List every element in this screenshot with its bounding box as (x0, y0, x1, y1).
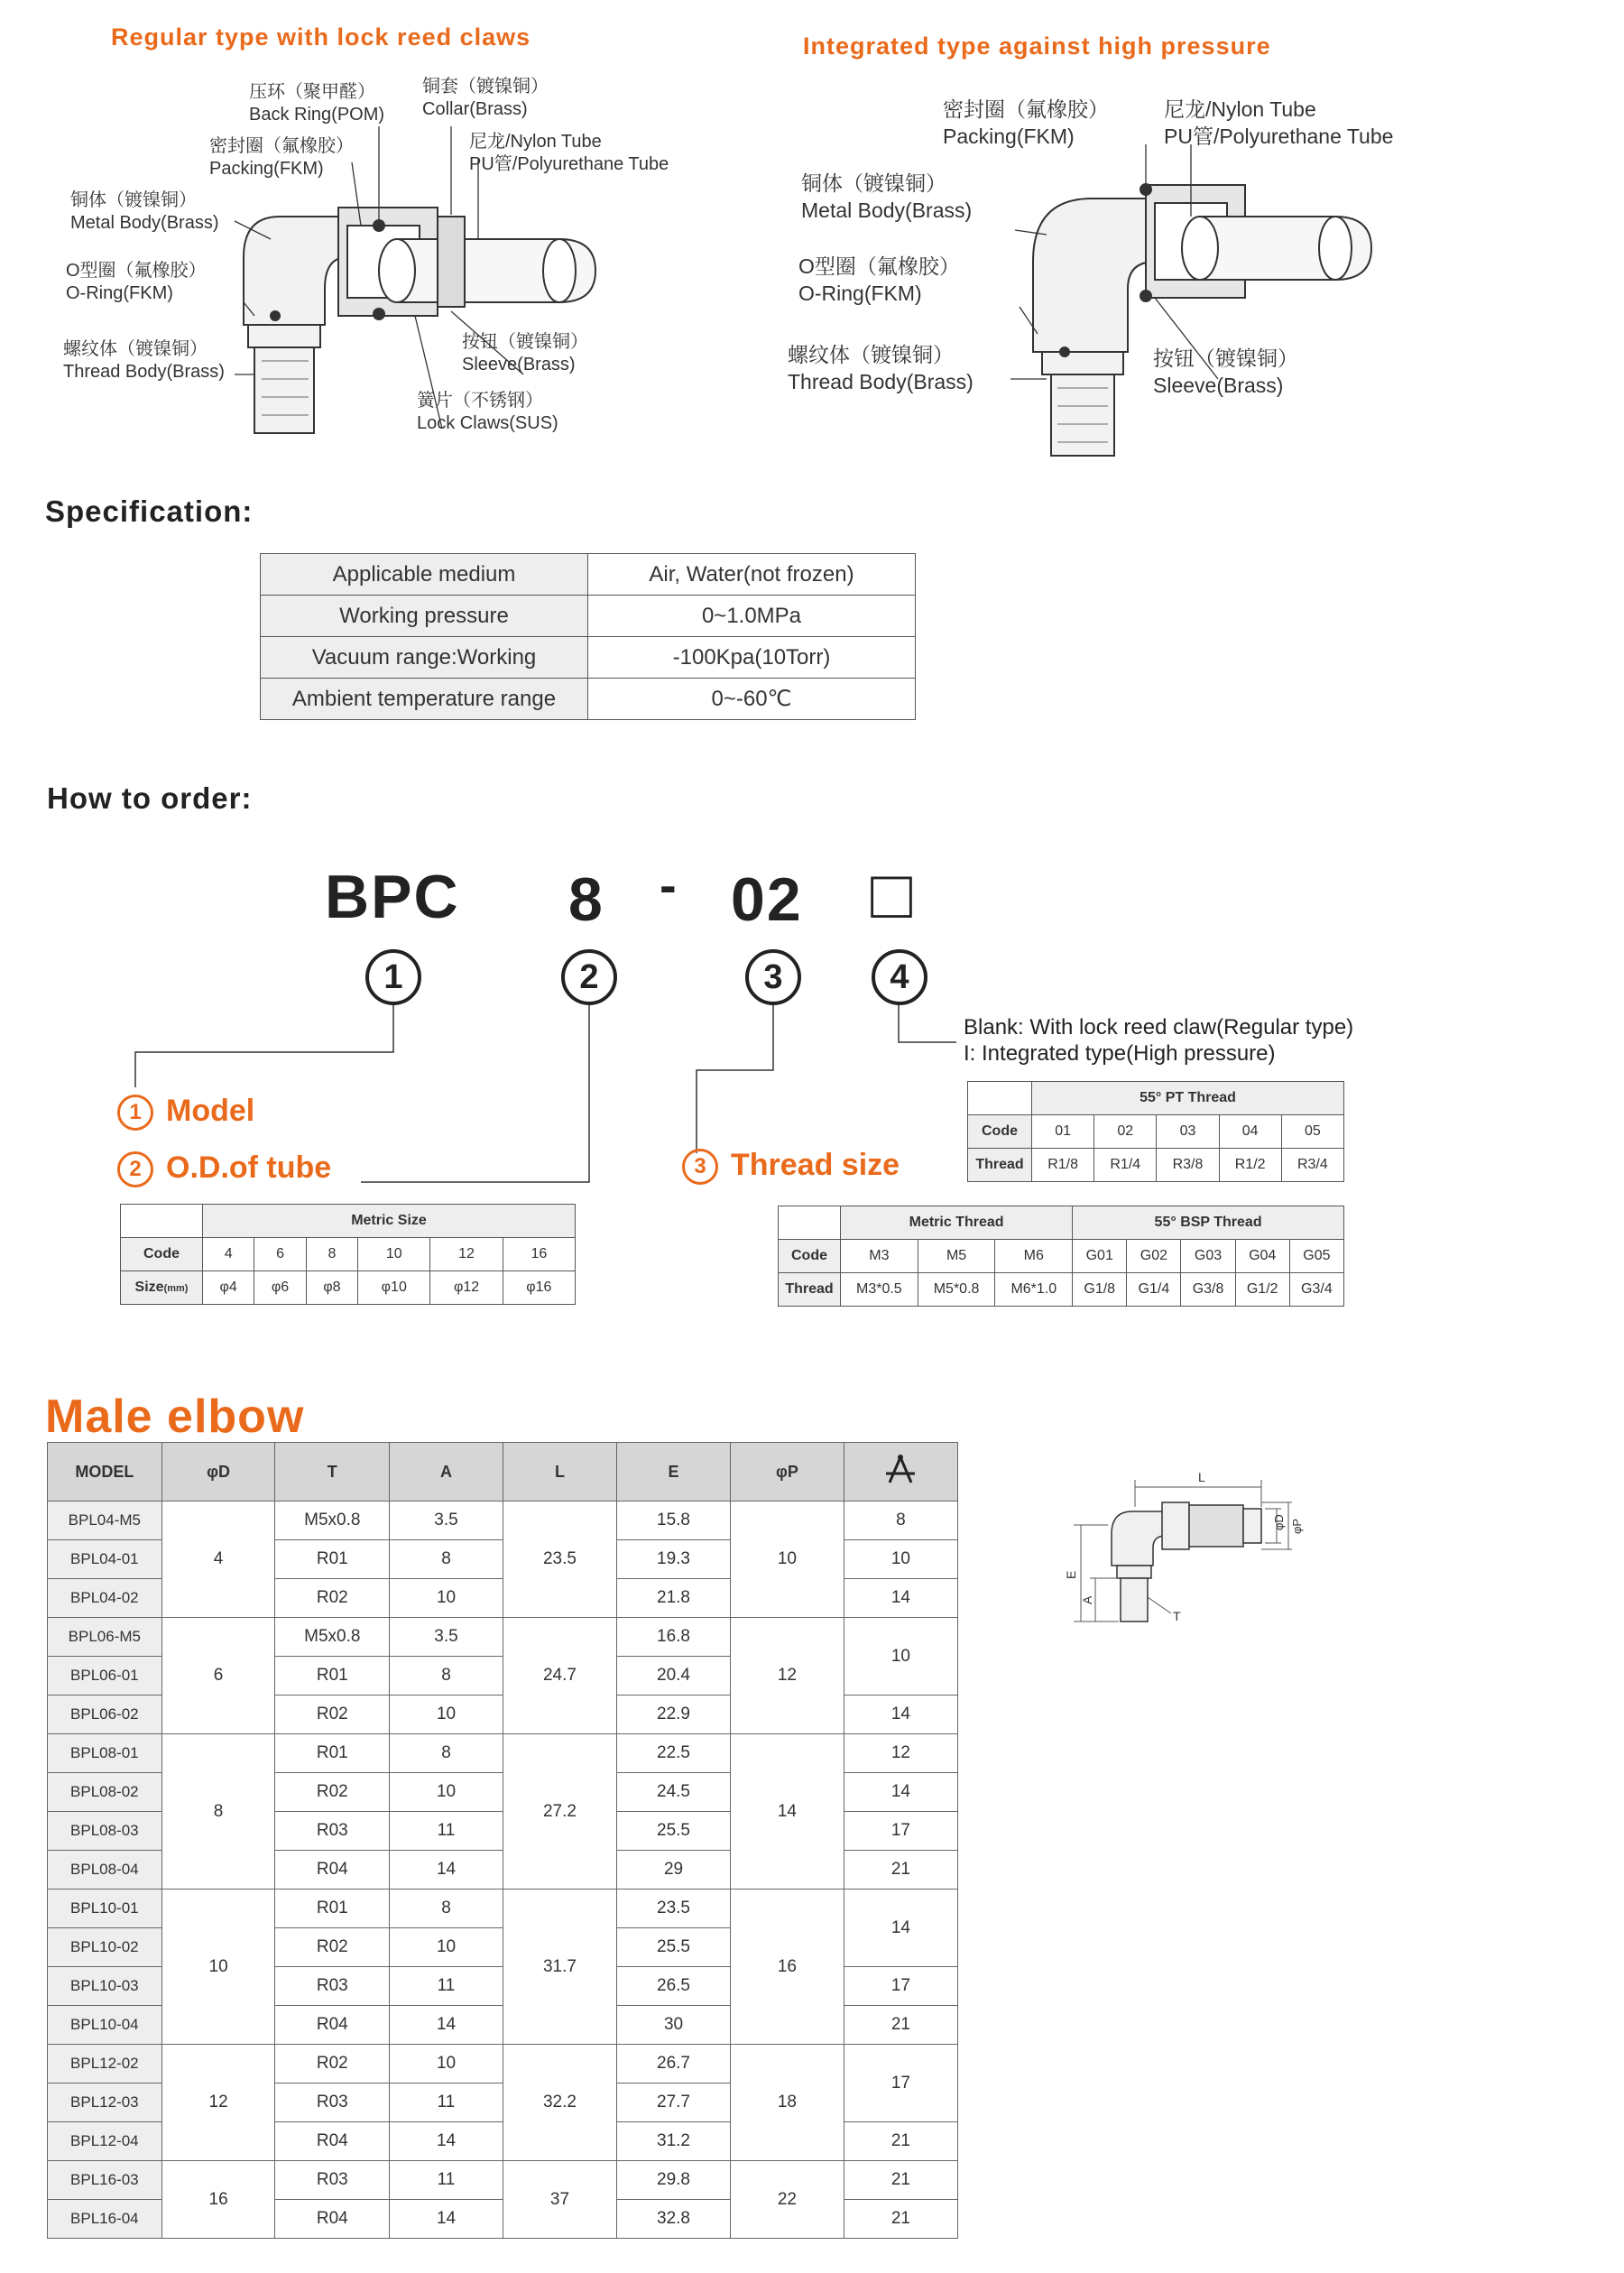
spec-row: Vacuum range:Working -100Kpa(10Torr) (261, 637, 916, 679)
regular-type-title: Regular type with lock reed claws (111, 23, 531, 51)
label-nylon-tube-right: 尼龙/Nylon Tube PU管/Polyurethane Tube (1164, 97, 1394, 148)
svg-text:φP: φP (1290, 1518, 1304, 1534)
specification-table (260, 553, 916, 720)
label-lock-claws: 簧片（不锈钢） Lock Claws(SUS) (417, 391, 558, 433)
male-elbow-table: MODEL φD T A L E φP BPL04-M5 4 M5x0.8 3.5 23.5 15.8 10 8 BPL04-01 R01 8 19.3 10 BPL04-02 R02 10 21.8 14 BPL06-M5 6 M5x0.8 3.5 24.7 16.8 12 10 BPL06-01 R01 8 20.4 BPL06-02 R02 10 22.9 14 BPL08-01 8 R01 8 27.2 22.5 14 12 BPL08-02 R02 10 24.5 14 BPL08-03 R03 11 25.5 17 BPL08-04 R04 14 29 21 BPL10-01 10 R01 8 31.7 23.5 16 14 BPL10-02 R02 10 25.5 BPL10-03 R03 11 26.5 17 BPL10-04 R04 14 30 21 BPL12-02 12 R02 10 32.2 26.7 18 17 BPL12-03 R03 11 27.7 BPL12-04 R04 14 31.2 21 BPL16-03 16 R03 11 37 29.8 22 21 BPL16-04 R04 14 32.8 21 (47, 1442, 958, 2239)
table-row: BPL12-02 12 R02 10 32.2 26.7 18 17 (48, 2045, 958, 2084)
table-row: BPL10-02 R02 10 25.5 (48, 1928, 958, 1967)
spec-row: Working pressure 0~1.0MPa (261, 596, 916, 637)
spec-row: Ambient temperature range 0~-60℃ (261, 679, 916, 720)
label-packing-right: 密封圈（氟橡胶） Packing(FKM) (943, 97, 1109, 148)
svg-text:A: A (1080, 1595, 1094, 1604)
table-row: BPL04-01 R01 8 19.3 10 (48, 1540, 958, 1579)
label-metal-body-right: 铜体（镀镍铜） Metal Body(Brass) (801, 171, 973, 222)
order-code-dash: - (660, 856, 678, 913)
label-thread-body: 螺纹体（镀镍铜） Thread Body(Brass) (63, 339, 225, 382)
order-code-thread: 02 (731, 865, 803, 934)
label-sleeve-right: 按钮（镀镍铜） Sleeve(Brass) (1153, 346, 1298, 397)
circle-2: 2 (561, 949, 617, 1005)
male-elbow-title: Male elbow (45, 1391, 305, 1443)
metric-size-table: Metric Size Code 4 6 8 10 12 16 Size(mm) φ4 φ6 φ8 φ10 φ12 φ16 (120, 1204, 576, 1305)
thread-code-table: Metric Thread 55° BSP Thread Code M3 M5 M6 G01 G02 G03 G04 G05 Thread M3*0.5 M5*0.8 M6*1.0 G1/8 G1/4 G3/8 G1/2 G3/4 (778, 1206, 1344, 1307)
label-thread-body-right: 螺纹体（镀镍铜） Thread Body(Brass) (788, 343, 973, 393)
spec-row: Applicable medium Air, Water(not frozen) (261, 554, 916, 596)
circle-4: 4 (872, 949, 927, 1005)
male-elbow-dimension-drawing (1056, 1462, 1362, 1660)
table-row: BPL06-01 R01 8 20.4 (48, 1657, 958, 1696)
table-row: BPL08-04 R04 14 29 21 (48, 1851, 958, 1890)
circle-1: 1 (365, 949, 421, 1005)
label-collar: 铜套（镀镍铜） Collar(Brass) (422, 77, 549, 119)
label-o-ring: O型圈（氟橡胶） O-Ring(FKM) (66, 261, 207, 303)
label-o-ring-right: O型圈（氟橡胶） O-Ring(FKM) (798, 254, 960, 305)
table-row: BPL12-03 R03 11 27.7 (48, 2084, 958, 2122)
table-row: BPL06-02 R02 10 22.9 14 (48, 1696, 958, 1734)
circle-3: 3 (745, 949, 801, 1005)
svg-text:E: E (1064, 1570, 1078, 1579)
order-code-size: 8 (568, 865, 604, 934)
table-row: BPL12-04 R04 14 31.2 21 (48, 2122, 958, 2161)
label-packing: 密封圈（氟橡胶） Packing(FKM) (209, 136, 354, 179)
table-row: BPL10-03 R03 11 26.5 17 (48, 1967, 958, 2006)
specification-heading: Specification: (45, 494, 254, 528)
table-row: BPL04-02 R02 10 21.8 14 (48, 1579, 958, 1618)
label-metal-body: 铜体（镀镍铜） Metal Body(Brass) (70, 190, 219, 233)
table-row: BPL10-01 10 R01 8 31.7 23.5 16 14 (48, 1890, 958, 1928)
how-to-order-heading: How to order: (47, 781, 253, 815)
order-code-option: □ (871, 856, 914, 933)
integrated-type-title: Integrated type against high pressure (803, 32, 1271, 60)
order-label-od: 2 O.D.of tube (117, 1150, 331, 1187)
svg-text:T: T (1173, 1609, 1181, 1623)
table-row: BPL08-01 8 R01 8 27.2 22.5 14 12 (48, 1734, 958, 1773)
option-4-description: Blank: With lock reed claw(Regular type) I: Integrated type(High pressure) (964, 1015, 1354, 1066)
hex-wrench-icon (844, 1443, 957, 1501)
svg-text:φD: φD (1272, 1514, 1286, 1530)
label-sleeve: 按钮（镀镍铜） Sleeve(Brass) (462, 332, 588, 374)
order-label-model: 1 Model (117, 1094, 254, 1131)
label-nylon-tube: 尼龙/Nylon Tube PU管/Polyurethane Tube (469, 132, 669, 174)
order-code-model: BPC (325, 863, 460, 931)
table-row: BPL08-02 R02 10 24.5 14 (48, 1773, 958, 1812)
svg-text:L: L (1198, 1470, 1205, 1484)
label-back-ring: 压环（聚甲醛） Back Ring(POM) (249, 82, 385, 125)
table-row: BPL16-03 16 R03 11 37 29.8 22 21 (48, 2161, 958, 2200)
order-label-thread: 3 Thread size (682, 1148, 900, 1185)
table-row: BPL16-04 R04 14 32.8 21 (48, 2200, 958, 2239)
pt-thread-table: 55° PT Thread Code 01 02 03 04 05 Thread R1/8 R1/4 R3/8 R1/2 R3/4 (967, 1081, 1344, 1182)
table-row: BPL08-03 R03 11 25.5 17 (48, 1812, 958, 1851)
table-row: BPL04-M5 4 M5x0.8 3.5 23.5 15.8 10 8 (48, 1501, 958, 1540)
table-row: BPL06-M5 6 M5x0.8 3.5 24.7 16.8 12 10 (48, 1618, 958, 1657)
table-row: BPL10-04 R04 14 30 21 (48, 2006, 958, 2045)
